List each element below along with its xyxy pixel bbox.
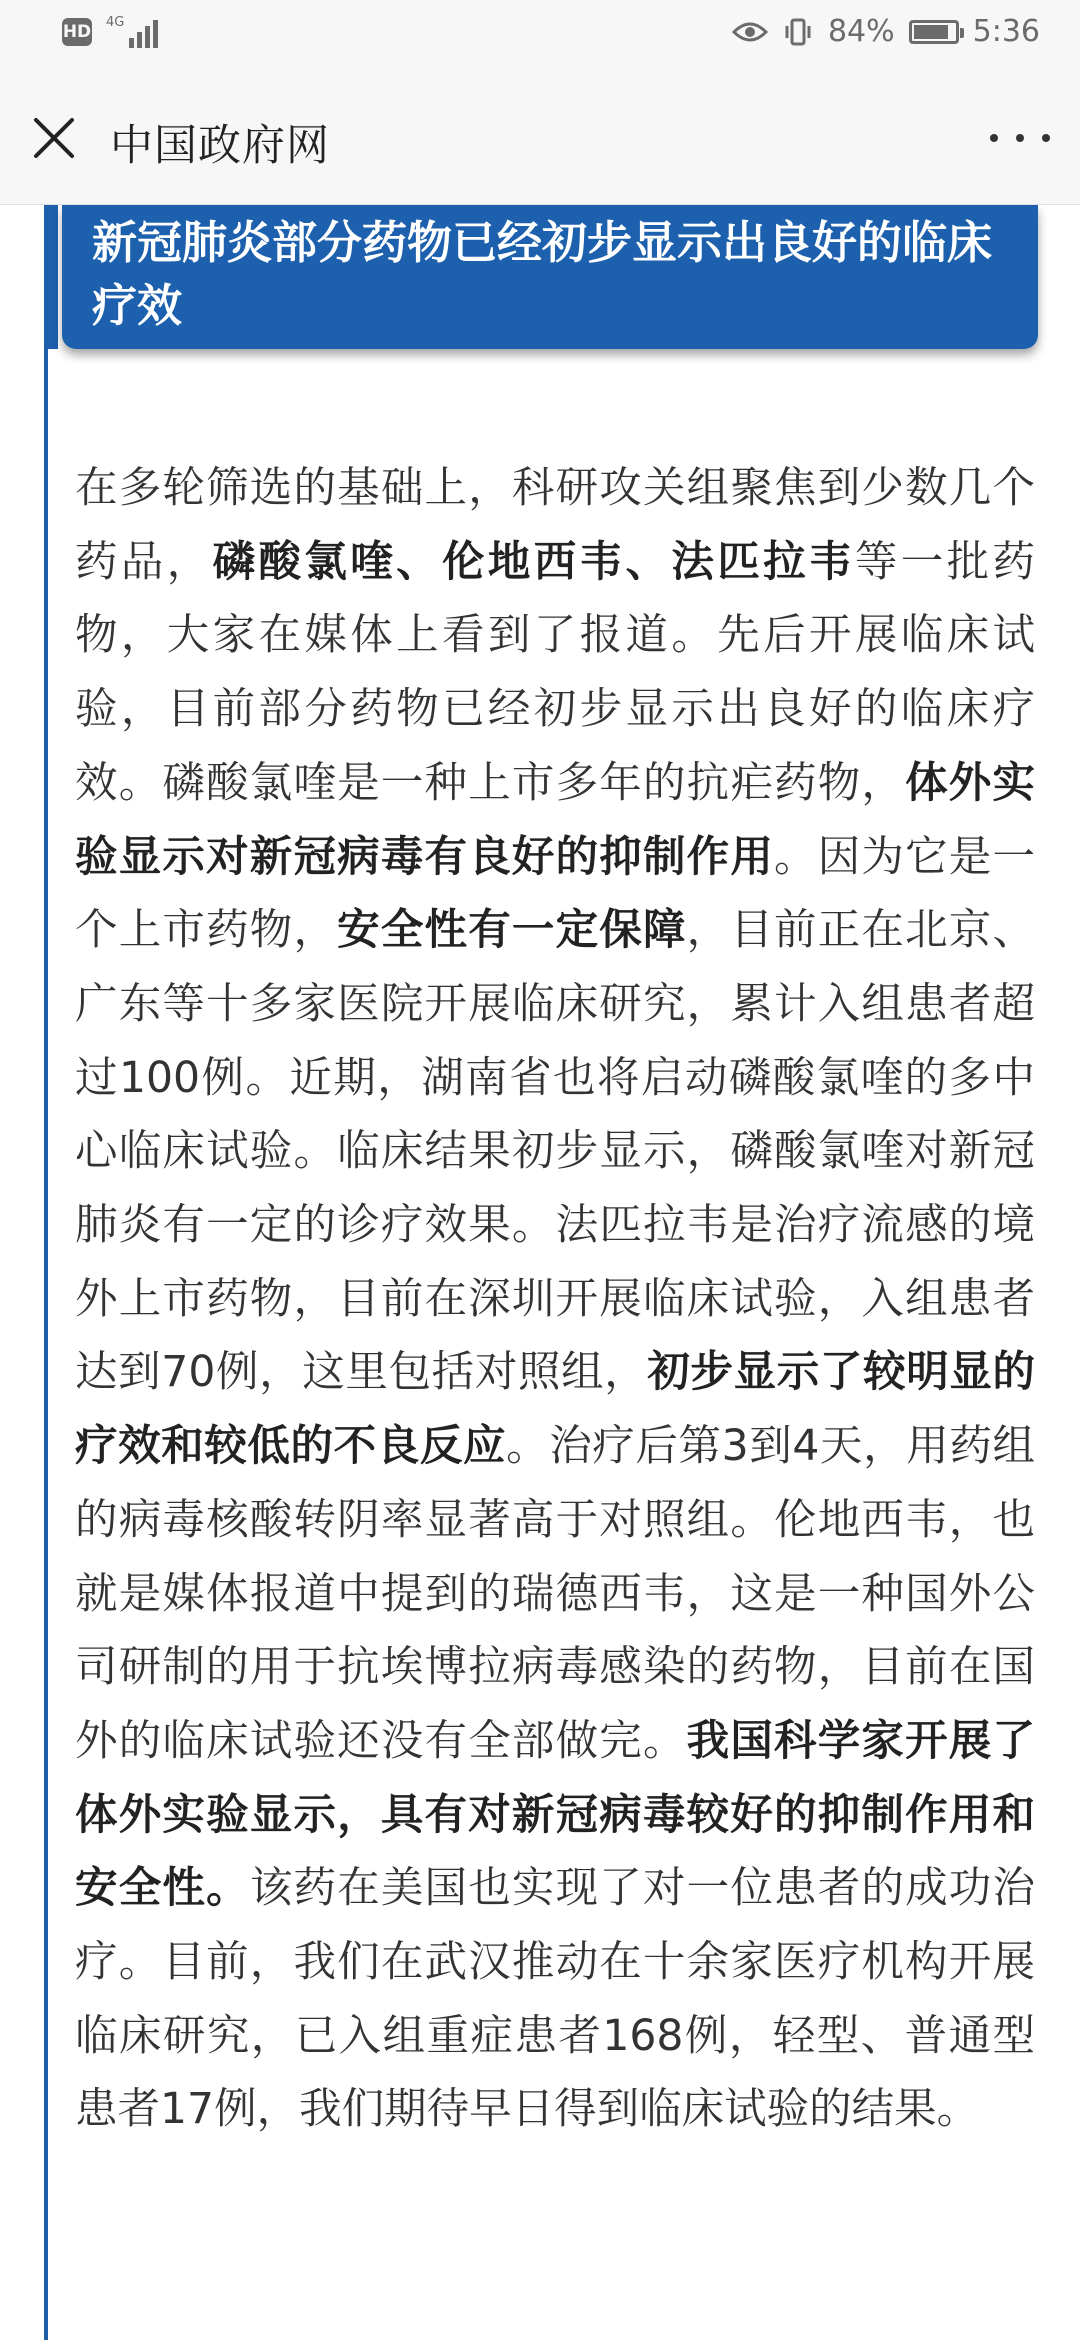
- text-run: 。治疗后第3到4天，用药组的病毒核酸转阴率显著高于对照组。伦地西韦，也就是媒体报道中提到的瑞德西韦，这是一种国外公司研制的用于抗埃博拉病毒感染的药物，目前在国外的临床试验还没有全部做完。: [75, 1422, 1035, 1766]
- eye-comfort-icon: [732, 20, 768, 44]
- vibrate-icon: [782, 16, 814, 48]
- bold-text-run: 初步显示了较明显的疗效和较低的不良反应: [75, 1348, 1035, 1472]
- battery-icon: [909, 20, 959, 44]
- more-options-button[interactable]: [990, 120, 1050, 156]
- article-paragraph: [75, 452, 1035, 2147]
- text-run: 。因为它是一个上市药物，: [75, 832, 1035, 956]
- signal-strength-icon: [106, 16, 158, 48]
- app-bar: [0, 72, 1080, 205]
- heading-accent-bar: [44, 205, 58, 349]
- section-heading: 新冠肺炎部分药物已经初步显示出良好的临床疗效: [92, 216, 993, 332]
- battery-level-fill: [914, 25, 948, 39]
- network-type-label: 4G: [106, 15, 125, 30]
- clock: 5:36: [972, 14, 1040, 49]
- text-run: 该药在美国也实现了对一位患者的成功治疗。目前，我们在武汉推动在十余家医疗机构开展临床研究，已入组重症患者168例，轻型、普通型患者17例，我们期待早日得到临床试验的结果。: [75, 1864, 1035, 2135]
- more-horizontal-icon: [990, 134, 998, 142]
- text-run: 等一批药物，大家在媒体上看到了报道。先后开展临床试验，目前部分药物已经初步显示出良好的临床疗效。磷酸氯喹是一种上市多年的抗疟药物，: [75, 537, 1035, 808]
- more-dot: [1016, 134, 1024, 142]
- more-dot: [1042, 134, 1050, 142]
- text-run: ，目前正在北京、广东等十多家医院开展临床研究，累计入组患者超过100例。近期，湖南省也将启动磷酸氯喹的多中心临床试验。临床结果初步显示，磷酸氯喹对新冠肺炎有一定的诊疗效果。法匹拉韦是治疗流感的境外上市药物，目前在深圳开展临床试验，入组患者达到70例，这里包括对照组，: [75, 906, 1035, 1398]
- bold-text-run: 磷酸氯喹、伦地西韦、法匹拉韦: [212, 537, 855, 587]
- status-bar: [0, 0, 1080, 72]
- close-button[interactable]: [28, 112, 80, 164]
- close-icon: [28, 112, 80, 164]
- status-bar-right: [732, 14, 1040, 49]
- hd-badge: HD: [62, 18, 92, 46]
- status-bar-left: [62, 16, 158, 48]
- page-title: 中国政府网: [110, 121, 330, 171]
- article-left-rule: [44, 205, 48, 2340]
- battery-percent: 84%: [827, 14, 895, 49]
- bold-text-run: 我国科学家开展了体外实验显示，具有对新冠病毒较好的抑制作用和安全性。: [75, 1716, 1035, 1914]
- text-run: 在多轮筛选的基础上，科研攻关组聚焦到少数几个药品，: [75, 464, 1035, 587]
- article-content[interactable]: [0, 205, 1080, 2340]
- bold-text-run: 体外实验显示对新冠病毒有良好的抑制作用: [75, 758, 1035, 882]
- section-heading-box: [62, 205, 1038, 349]
- bold-text-run: 安全性有一定保障: [337, 906, 687, 956]
